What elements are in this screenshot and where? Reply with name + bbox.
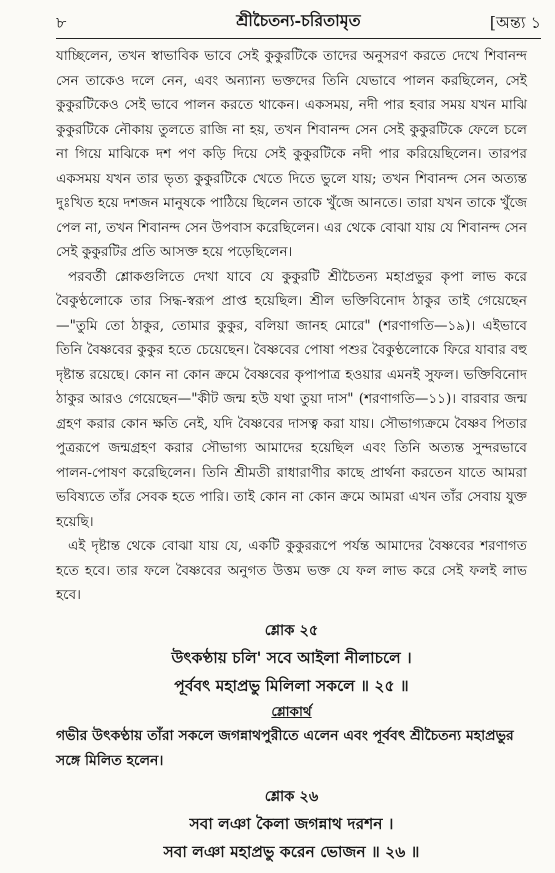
page-header [56, 4, 541, 39]
verse-line: সবা লঞা মহাপ্রভু করেন ভোজন ॥ ২৬ ॥ [163, 841, 420, 861]
page-number: ৮ [56, 13, 67, 32]
purport-paragraph: যাচ্ছিলেন, তখন স্বাভাবিক ভাবে সেই কুকুরটিকে তাদের অনুসরণ করতে দেখে শিবানন্দ সেন তাকেও দলে নেন, এবং অন্যান্য ভক্তদের তিনি যেভাবে পালন করছিলেন, সেই কুকুরটিকেও সেই ভাবে পালন করতে থাকেন। একসময়, নদী পার হবার সময় যখন মাঝি কুকুরটিকে নৌকায় তুলতে রাজি না হয়, তখন শিবানন্দ সেন সেই কুকুরটিকে ফেলে চলে না গিয়ে মাঝিকে দশ পণ কড়ি দিয়ে সেই কুকুরটিকে নদী পার করিয়েছিলেন। তারপর একসময় যখন তার ভৃত্য কুকুরটিকে খেতে দিতে ভুলে যায়; তখন শিবানন্দ সেন অত্যন্ত দুঃখিত হয়ে দশজন মানুষকে পাঠিয়ে ছিলেন তাকে খুঁজে আনতে। তারা যখন তাকে খুঁজে পেল না, তখন শিবানন্দ সেন উপবাস করেছিলেন। এর থেকে বোঝা যায় যে শিবানন্দ সেন সেই কুকুরটির প্রতি আসক্ত হয়ে পড়েছিলেন। [56, 48, 527, 260]
verse-25 [56, 618, 527, 700]
verse-heading: শ্লোক ২৫ [264, 621, 319, 639]
verse-line: উৎকণ্ঠায় চলি' সবে আইলা নীলাচলে । [171, 647, 412, 667]
purport-paragraph: পরবর্তী শ্লোকগুলিতে দেখা যাবে যে কুকুরটি শ্রীচৈতন্য মহাপ্রভুর কৃপা লাভ করে বৈকুণ্ঠলোকে তার সিদ্ধ-স্বরূপ প্রাপ্ত হয়েছিল। শ্রীল ভক্তিবিনোদ ঠাকুর তাই গেয়েছেন—"তুমি তো ঠাকুর, তোমার কুকুর, বলিয়া জানহ মোরে" (শরণাগতি—১৯)। এইভাবে তিনি বৈষ্ণবের কুকুর হতে চেয়েছেন। বৈষ্ণবের পোষা পশুর বৈকুণ্ঠলোকে ফিরে যাবার বহু দৃষ্টান্ত রয়েছে। কোন না কোন ক্রমে বৈষ্ণবের কৃপাপাত্র হওয়ার এমনই সুফল। ভক্তিবিনোদ ঠাকুর আরও গেয়েছেন—"কীট জন্ম হউ যথা তুয়া দাস" (শরণাগতি—১১)। বারবার জন্ম গ্রহণ করার কোন ক্ষতি নেই, যদি বৈষ্ণবের দাসত্ব করা যায়। সৌভাগ্যক্রমে বৈষ্ণব পিতার পুত্ররূপে জন্মগ্রহণ করার সৌভাগ্য আমাদের হয়েছিল এবং তিনি অত্যন্ত সুন্দরভাবে পালন-পোষণ করেছিলেন। তিনি শ্রীমতী রাধারাণীর কাছে প্রার্থনা করতেন যাতে আমরা ভবিষ্যতে তাঁর সেবক হতে পারি। তাই কোন না কোন ক্রমে আমরা এখন তাঁর সেবায় যুক্ত হয়েছি। [56, 268, 527, 530]
verse-heading: শ্লোক ২৬ [264, 787, 319, 805]
verse-line: সবা লঞা কৈলা জগন্নাথ দরশন । [189, 813, 394, 833]
translation-text: গভীর উৎকণ্ঠায় তাঁরা সকলে জগন্নাথপুরীতে এলেন এবং পূর্ববৎ শ্রীচৈতন্য মহাপ্রভুর সঙ্গে মিলিত হলেন। [56, 727, 514, 769]
purport-paragraph: এই দৃষ্টান্ত থেকে বোঝা যায় যে, একটি কুকুররূপে পর্যন্ত আমাদের বৈষ্ণবের শরণাগত হতে হবে। তার ফলে বৈষ্ণবের অনুগত উত্তম ভক্ত যে ফল লাভ করে সেই ফলই লাভ হবে। [56, 538, 527, 603]
verse-line: পূর্ববৎ মহাপ্রভু মিলিলা সকলে ॥ ২৫ ॥ [174, 675, 409, 695]
verse-26 [56, 784, 527, 866]
chapter-label: [অন্ত্য ১ [489, 13, 541, 32]
translation-heading: শ্লোকার্থ [271, 703, 312, 720]
page-body [56, 44, 527, 866]
book-title: শ্রীচৈতন্য-চরিতামৃত [236, 11, 361, 30]
